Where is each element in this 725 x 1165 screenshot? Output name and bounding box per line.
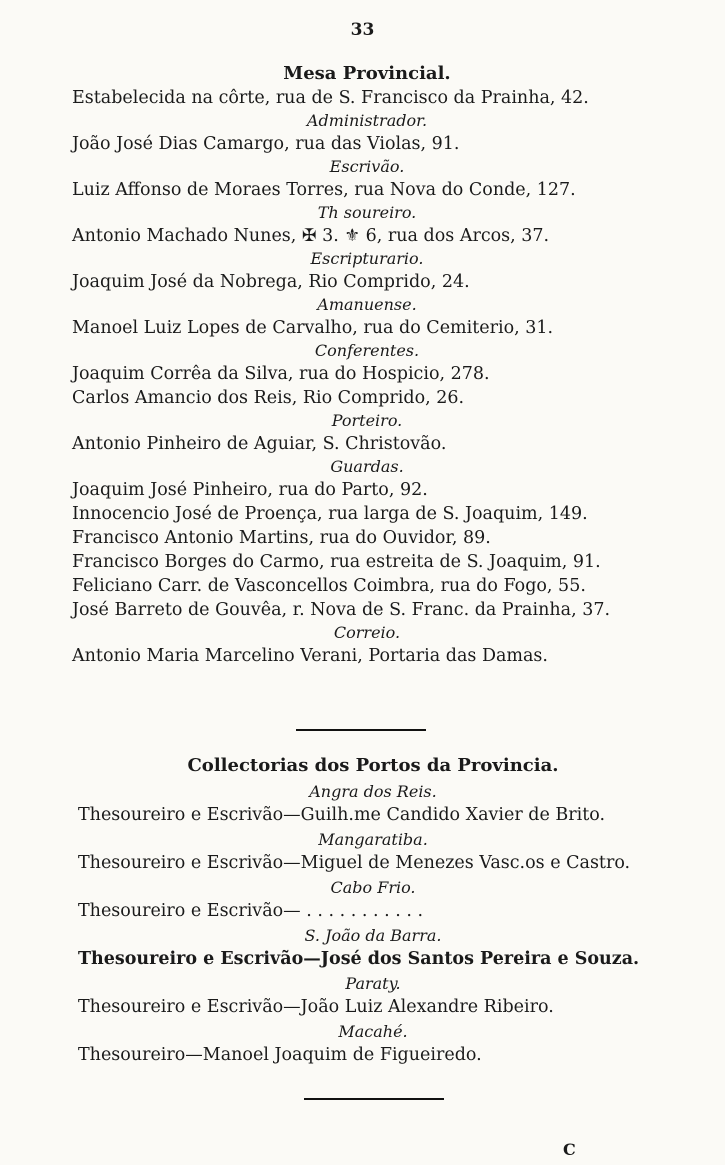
- entry-line: Francisco Antonio Martins, rua do Ouvidor, 89.: [72, 528, 491, 548]
- role-heading: Macahé.: [338, 1022, 408, 1041]
- section-mesa-provincial: [72, 62, 662, 668]
- entry-line: Manoel Luiz Lopes de Carvalho, rua do Cemiterio, 31.: [72, 318, 554, 338]
- role-heading: Amanuense.: [317, 295, 417, 314]
- page-number: 33: [350, 20, 375, 40]
- entry-line: Carlos Amancio dos Reis, Rio Comprido, 26.: [72, 388, 465, 408]
- section-body: [72, 86, 662, 668]
- entry-line: Estabelecida na côrte, rua de S. Francisco da Prainha, 42.: [72, 88, 589, 108]
- entry-line: Thesoureiro e Escrivão—Miguel de Menezes Vasc.os e Castro.: [78, 853, 631, 873]
- entry-line: Antonio Pinheiro de Aguiar, S. Christovão.: [72, 434, 447, 454]
- role-heading: Angra dos Reis.: [309, 782, 437, 801]
- role-heading: Mangaratiba.: [318, 830, 428, 849]
- role-heading: Administrador.: [306, 111, 428, 130]
- entry-line: Luiz Affonso de Moraes Torres, rua Nova do Conde, 127.: [72, 180, 576, 200]
- role-heading: Escripturario.: [310, 249, 424, 268]
- section-title: Mesa Provincial.: [283, 63, 451, 84]
- signature-mark: C: [563, 1140, 576, 1159]
- section-title: Collectorias dos Portos da Provincia.: [187, 755, 559, 776]
- entry-line: João José Dias Camargo, rua das Violas, 91.: [72, 134, 460, 154]
- role-heading: Porteiro.: [331, 411, 403, 430]
- role-heading: S. João da Barra.: [304, 926, 442, 945]
- role-heading: Correio.: [333, 623, 401, 642]
- entry-line: Francisco Borges do Carmo, rua estreita de S. Joaquim, 91.: [72, 552, 601, 572]
- entry-line: Thesoureiro e Escrivão—João Luiz Alexandre Ribeiro.: [78, 997, 554, 1017]
- entry-line: Joaquim José da Nobrega, Rio Comprido, 24.: [72, 272, 470, 292]
- role-heading: Cabo Frio.: [330, 878, 416, 897]
- role-heading: Guardas.: [330, 457, 404, 476]
- role-heading: Paraty.: [345, 974, 401, 993]
- role-heading: Th soureiro.: [317, 203, 417, 222]
- section-body: [78, 780, 668, 1068]
- entry-line: Thesoureiro e Escrivão—Guilh.me Candido Xavier de Brito.: [78, 805, 606, 825]
- entry-line: Joaquim Corrêa da Silva, rua do Hospicio, 278.: [72, 364, 490, 384]
- entry-line: Thesoureiro—Manoel Joaquim de Figueiredo.: [78, 1045, 482, 1065]
- entry-line: Feliciano Carr. de Vasconcellos Coimbra, rua do Fogo, 55.: [72, 576, 586, 596]
- role-heading: Conferentes.: [314, 341, 420, 360]
- section-divider: [296, 729, 426, 731]
- role-heading: Escrivão.: [329, 157, 405, 176]
- entry-line: Antonio Machado Nunes, ✠ 3. ⚜ 6, rua dos Arcos, 37.: [72, 226, 550, 246]
- entry-line: José Barreto de Gouvêa, r. Nova de S. Franc. da Prainha, 37.: [72, 600, 611, 620]
- entry-line: Thesoureiro e Escrivão— . . . . . . . . . . .: [78, 901, 424, 921]
- entry-line: Joaquim José Pinheiro, rua do Parto, 92.: [72, 480, 428, 500]
- entry-line: Thesoureiro e Escrivão—José dos Santos Pereira e Souza.: [78, 949, 640, 969]
- entry-line: Antonio Maria Marcelino Verani, Portaria das Damas.: [72, 646, 548, 666]
- section-collectorias: [78, 754, 668, 1068]
- bottom-divider: [304, 1098, 444, 1100]
- entry-line: Innocencio José de Proença, rua larga de S. Joaquim, 149.: [72, 504, 588, 524]
